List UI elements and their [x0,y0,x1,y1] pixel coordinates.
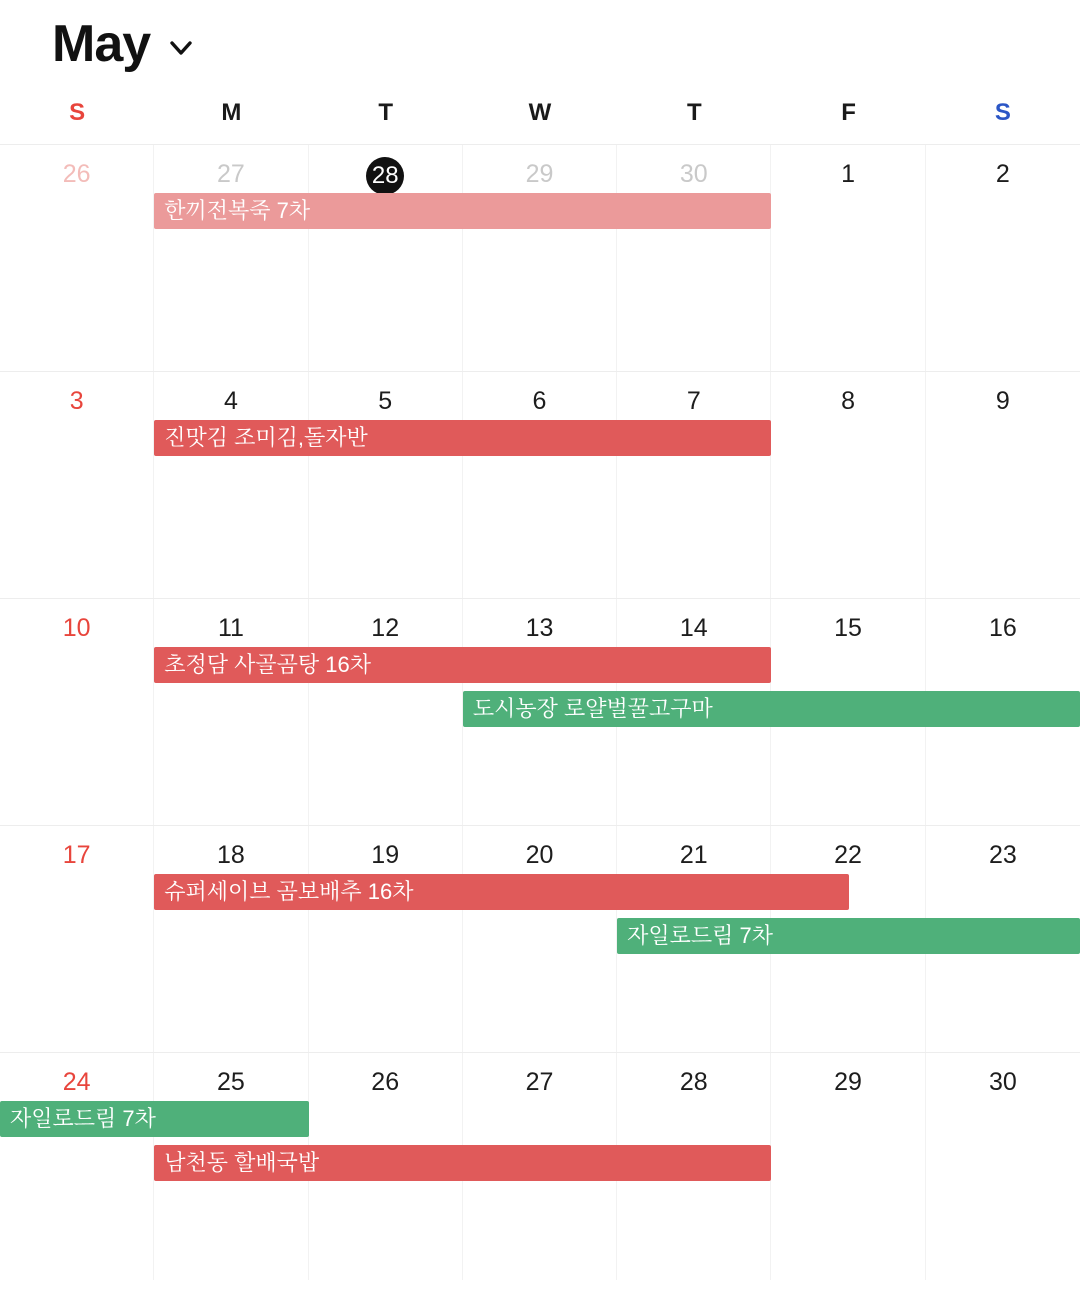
chevron-down-icon[interactable] [164,31,198,65]
day-number: 26 [371,1068,400,1096]
day-number: 25 [217,1068,245,1096]
day-number: 29 [834,1068,862,1096]
day-cell[interactable] [463,826,617,1052]
day-cell[interactable] [154,599,308,825]
day-cell[interactable] [771,372,925,598]
day-number: 8 [841,387,856,415]
calendar-event[interactable]: 초정담 사골곰탕 16차 [154,647,771,683]
day-cell[interactable] [617,372,771,598]
calendar-event[interactable]: 한끼전복죽 7차 [154,193,771,229]
calendar-week-row [0,1053,1080,1280]
day-cells [0,145,1080,371]
day-cell[interactable] [0,599,154,825]
weekday-friday: F [841,99,856,126]
day-number: 16 [988,614,1017,642]
day-number: 19 [371,841,400,869]
day-number: 2 [995,160,1010,188]
weekday-tuesday: T [378,99,394,126]
day-cell[interactable] [309,599,463,825]
day-cell[interactable] [463,372,617,598]
day-number: 23 [988,841,1017,869]
day-cell[interactable] [926,372,1080,598]
day-number: 20 [525,841,554,869]
day-number: 30 [988,1068,1017,1096]
day-number: 7 [686,387,701,415]
day-cells [0,372,1080,598]
day-number: 12 [371,614,400,642]
day-cell[interactable] [154,372,308,598]
day-number: 22 [834,841,862,869]
day-cell[interactable] [617,145,771,371]
day-cell[interactable] [771,145,925,371]
day-cell[interactable] [154,145,308,371]
day-cell[interactable] [463,145,617,371]
calendar-week-row [0,372,1080,599]
day-cell[interactable] [926,1053,1080,1280]
day-cell[interactable] [0,826,154,1052]
calendar-grid [0,144,1080,1280]
calendar-event[interactable]: 자일로드림 7차 [0,1101,309,1137]
day-cell[interactable] [309,826,463,1052]
day-number: 5 [378,387,393,415]
calendar-event[interactable]: 자일로드림 7차 [617,918,1080,954]
weekday-thursday: T [686,99,702,126]
weekday-header-row [0,82,1080,144]
day-cell[interactable] [154,826,308,1052]
day-number: 17 [62,841,91,869]
today-highlight: 28 [366,157,404,195]
day-number: 18 [217,841,245,869]
day-cell[interactable] [0,1053,154,1280]
day-number: 3 [69,387,84,415]
calendar-week-row [0,145,1080,372]
day-cell[interactable] [771,1053,925,1280]
day-cell[interactable] [926,145,1080,371]
calendar-event[interactable]: 남천동 할배국밥 [154,1145,771,1181]
day-cell[interactable] [0,145,154,371]
calendar-event[interactable]: 도시농장 로얄벌꿀고구마 [463,691,1080,727]
day-number: 9 [995,387,1010,415]
day-number: 11 [217,614,244,642]
day-number: 4 [223,387,238,415]
weekday-saturday: S [994,99,1011,126]
weekday-monday: M [221,99,242,126]
day-cell[interactable] [309,145,463,371]
weekday-sunday: S [69,99,86,126]
day-number: 15 [834,614,862,642]
calendar-week-row [0,599,1080,826]
calendar-week-row [0,826,1080,1053]
day-number: 1 [841,160,856,188]
day-number: 10 [62,614,91,642]
day-number: 14 [679,614,708,642]
day-number: 27 [525,1068,554,1096]
day-cell[interactable] [0,372,154,598]
weekday-wednesday: W [528,99,552,126]
page-title: May [52,15,151,73]
calendar-event[interactable]: 진맛김 조미김,돌자반 [154,420,771,456]
day-number: 6 [532,387,547,415]
day-cell[interactable] [309,372,463,598]
day-number: 21 [679,841,708,869]
day-number: 13 [525,614,554,642]
day-number [309,157,462,195]
day-number: 27 [217,160,245,188]
day-number: 26 [62,160,91,188]
day-number: 29 [525,160,554,188]
calendar-event[interactable]: 슈퍼세이브 곰보배추 16차 [154,874,848,910]
day-number: 24 [62,1068,91,1096]
day-number: 30 [679,160,708,188]
calendar-header [0,0,1080,82]
day-number: 28 [679,1068,708,1096]
